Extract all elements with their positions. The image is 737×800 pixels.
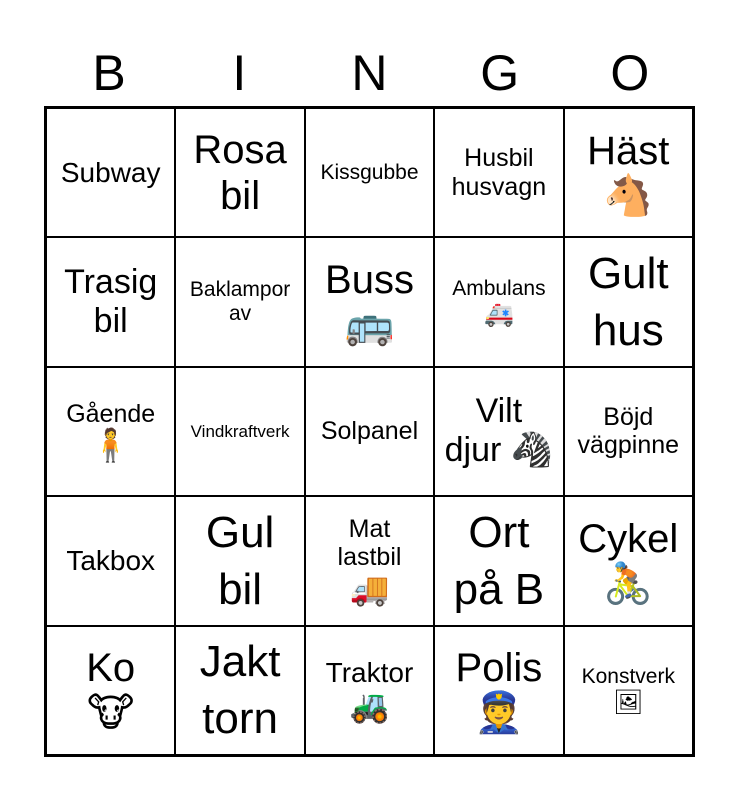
cell-label: Ort på B <box>453 507 545 614</box>
cell-label: Vindkraftverk <box>190 421 290 441</box>
bingo-cell[interactable] <box>564 367 693 496</box>
cell-label: Jakt torn <box>199 637 281 744</box>
bus-icon: 🚌 <box>344 302 395 349</box>
framed-picture-icon: 🖼 <box>613 688 644 717</box>
bingo-cell[interactable] <box>175 237 304 366</box>
bingo-cell[interactable] <box>46 367 175 496</box>
bingo-cell[interactable] <box>46 237 175 366</box>
bingo-card <box>44 106 695 757</box>
bingo-cell[interactable] <box>305 367 434 496</box>
cell-label: Trasig bil <box>64 263 158 341</box>
bingo-cell[interactable] <box>175 626 304 755</box>
horse-icon: 🐴 <box>603 172 654 219</box>
cell-label: Traktor <box>325 656 414 688</box>
person-icon: 🧍 <box>90 426 131 465</box>
bingo-cell[interactable] <box>564 496 693 625</box>
bingo-cell[interactable] <box>305 237 434 366</box>
header-letter-b: B <box>92 45 126 101</box>
bingo-cell[interactable] <box>46 496 175 625</box>
header-letter-n: N <box>351 45 388 101</box>
bingo-cell[interactable] <box>305 626 434 755</box>
cell-label: Solpanel <box>320 417 419 446</box>
bingo-cell[interactable] <box>434 108 563 237</box>
cell-label: Gult hus <box>587 248 669 356</box>
bingo-cell[interactable] <box>175 367 304 496</box>
police-officer-icon: 👮 <box>473 690 524 737</box>
cell-label: Buss <box>325 258 414 303</box>
bingo-cell[interactable] <box>175 496 304 625</box>
header-letter-i: I <box>232 45 247 101</box>
cell-label: Böjd vägpinne <box>577 402 680 460</box>
cell-label: Husbil husvagn <box>451 143 547 201</box>
ambulance-icon: 🚑 <box>483 299 514 328</box>
bingo-cell[interactable] <box>434 367 563 496</box>
truck-icon: 🚚 <box>349 570 390 609</box>
cell-label: Kissgubbe <box>320 160 419 184</box>
cell-label: Gående <box>66 399 156 428</box>
cow-icon: 🐮 <box>87 690 135 737</box>
bingo-cell[interactable] <box>564 626 693 755</box>
tractor-icon: 🚜 <box>349 686 390 725</box>
cell-label: Baklampor av <box>189 277 291 326</box>
cell-label: Vilt djur 🦓 <box>444 392 554 470</box>
bingo-cell[interactable] <box>305 496 434 625</box>
cell-label: Polis <box>455 646 543 691</box>
cell-label: Rosa bil <box>193 127 287 218</box>
header-letter-g: G <box>480 45 520 101</box>
bingo-cell[interactable] <box>434 626 563 755</box>
cell-label: Takbox <box>66 544 156 576</box>
bingo-cell[interactable] <box>305 108 434 237</box>
cell-label: Ambulans <box>452 276 546 300</box>
bingo-cell[interactable] <box>434 496 563 625</box>
cell-label: Ko <box>86 646 136 691</box>
cell-label: Cykel <box>578 516 679 561</box>
bingo-cell[interactable] <box>175 108 304 237</box>
cell-label: Konstverk <box>581 665 675 689</box>
bingo-header <box>44 40 695 106</box>
bingo-cell[interactable] <box>564 108 693 237</box>
bicycle-icon: 🚴 <box>603 560 654 607</box>
cell-label: Häst <box>587 128 670 173</box>
header-letter-o: O <box>610 45 650 101</box>
bingo-cell[interactable] <box>46 108 175 237</box>
cell-label: Subway <box>60 156 161 188</box>
cell-label: Gul bil <box>205 507 275 614</box>
bingo-cell[interactable] <box>46 626 175 755</box>
cell-label: Mat lastbil <box>337 514 402 572</box>
bingo-cell[interactable] <box>564 237 693 366</box>
bingo-cell[interactable] <box>434 237 563 366</box>
